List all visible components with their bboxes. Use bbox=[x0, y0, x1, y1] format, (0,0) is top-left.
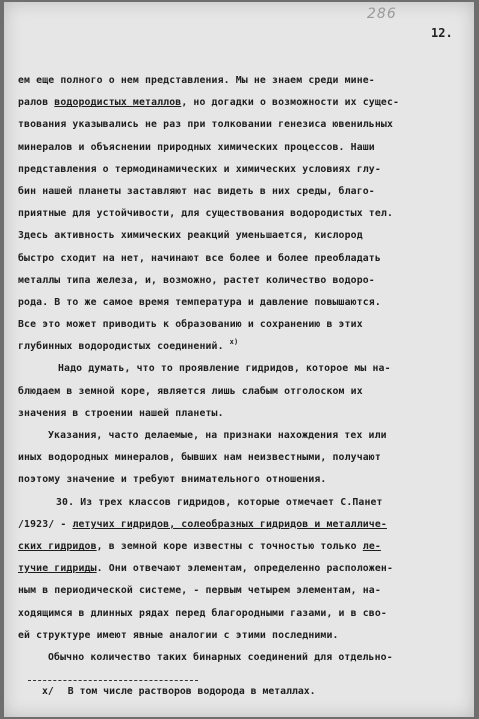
text-line-4: минералов и объяснении природных химических процессов. Наши bbox=[18, 141, 375, 153]
text-line-24: ным в периодической системе, - первым четырем элементам, на- bbox=[18, 585, 381, 597]
text-line-17: Указания, часто делаемые, на признаки нахождения тех или bbox=[48, 430, 387, 441]
text-line-10: металлы типа железа, и, возможно, растет количество водоро- bbox=[18, 274, 375, 286]
footnote bbox=[42, 686, 316, 697]
text-line-2: ралов водородистых металлов, но догадки о возможности их сущес- bbox=[18, 97, 400, 109]
text-line-22: ских гидридов, в земной коре известны с точностью только ле- bbox=[18, 540, 381, 552]
text-line-20: 30. Из трех классов гидридов, которые отмечает С.Панет bbox=[56, 496, 383, 508]
text-line-11: рода. В то же самое время температура и давление повышаются. bbox=[18, 296, 381, 308]
text-line-25: ходящимся в длинных рядах перед благородными газами, и в сво- bbox=[18, 607, 387, 619]
text-line-12: Все это может приводить к образованию и сохранению в этих bbox=[18, 319, 363, 331]
text-line-3: твования указывались не раз при толковании генезиса ювенильных bbox=[18, 119, 393, 131]
footnote-reference: x) bbox=[229, 338, 239, 347]
underlined-term: летучих гидридов, солеобразных гидридов и металличе- bbox=[72, 518, 387, 530]
text-line-19: поэтому значение и требуют внимательного отношения. bbox=[18, 474, 327, 486]
text-line-26: ей структуре имеют явные аналогии с этими последними. bbox=[18, 629, 339, 641]
text-line-27: Обычно количество таких бинарных соединений для отдельно- bbox=[48, 651, 393, 663]
text-line-9: быстро сходит на нет, начинают все более и более преобладать bbox=[18, 252, 381, 264]
archive-page-number: 286 bbox=[367, 6, 397, 22]
footnote-separator bbox=[28, 680, 198, 681]
body-text bbox=[18, 70, 468, 669]
text-line-13: глубинных водородистых соединений. $^{x)}$ bbox=[18, 338, 239, 353]
underlined-term: водородистых металлов bbox=[54, 97, 182, 109]
underlined-term: ле- bbox=[362, 540, 381, 552]
text-line-14: Надо думать, что то проявление гидридов, которое мы на- bbox=[58, 363, 391, 375]
text-line-18: иных водородных минералов, бывших нам неизвестными, получают bbox=[18, 452, 381, 464]
underlined-term: тучие гидриды bbox=[18, 563, 97, 575]
text-line-15: блюдаем в земной коре, является лишь слабым отголоском их bbox=[18, 385, 363, 397]
footnote-text: В том числе растворов водорода в металлах. bbox=[67, 686, 316, 697]
text-line-8: Здесь активность химических реакций уменьшается, кислород bbox=[18, 230, 363, 242]
text-line-5: представления о термодинамических и химических условиях глу- bbox=[18, 163, 381, 175]
text-line-16: значения в строении нашей планеты. bbox=[18, 407, 224, 419]
text-line-6: бин нашей планеты заставляют нас видеть в них среды, благо- bbox=[18, 185, 375, 197]
text-line-21: /1923/ - летучих гидридов, солеобразных гидридов и металличе- bbox=[18, 518, 387, 530]
underlined-term: ских гидридов bbox=[18, 540, 97, 552]
text-line-7: приятные для устойчивости, для существования водородистых тел. bbox=[18, 208, 393, 220]
document-page bbox=[4, 2, 474, 717]
footnote-mark: x/ bbox=[42, 686, 54, 697]
page-number: 12. bbox=[431, 26, 453, 40]
text-line-1: ем еще полного о нем представления. Мы не знаем среди мине- bbox=[18, 75, 375, 86]
text-line-23: тучие гидриды. Они отвечают элементам, определенно расположен- bbox=[18, 563, 394, 575]
